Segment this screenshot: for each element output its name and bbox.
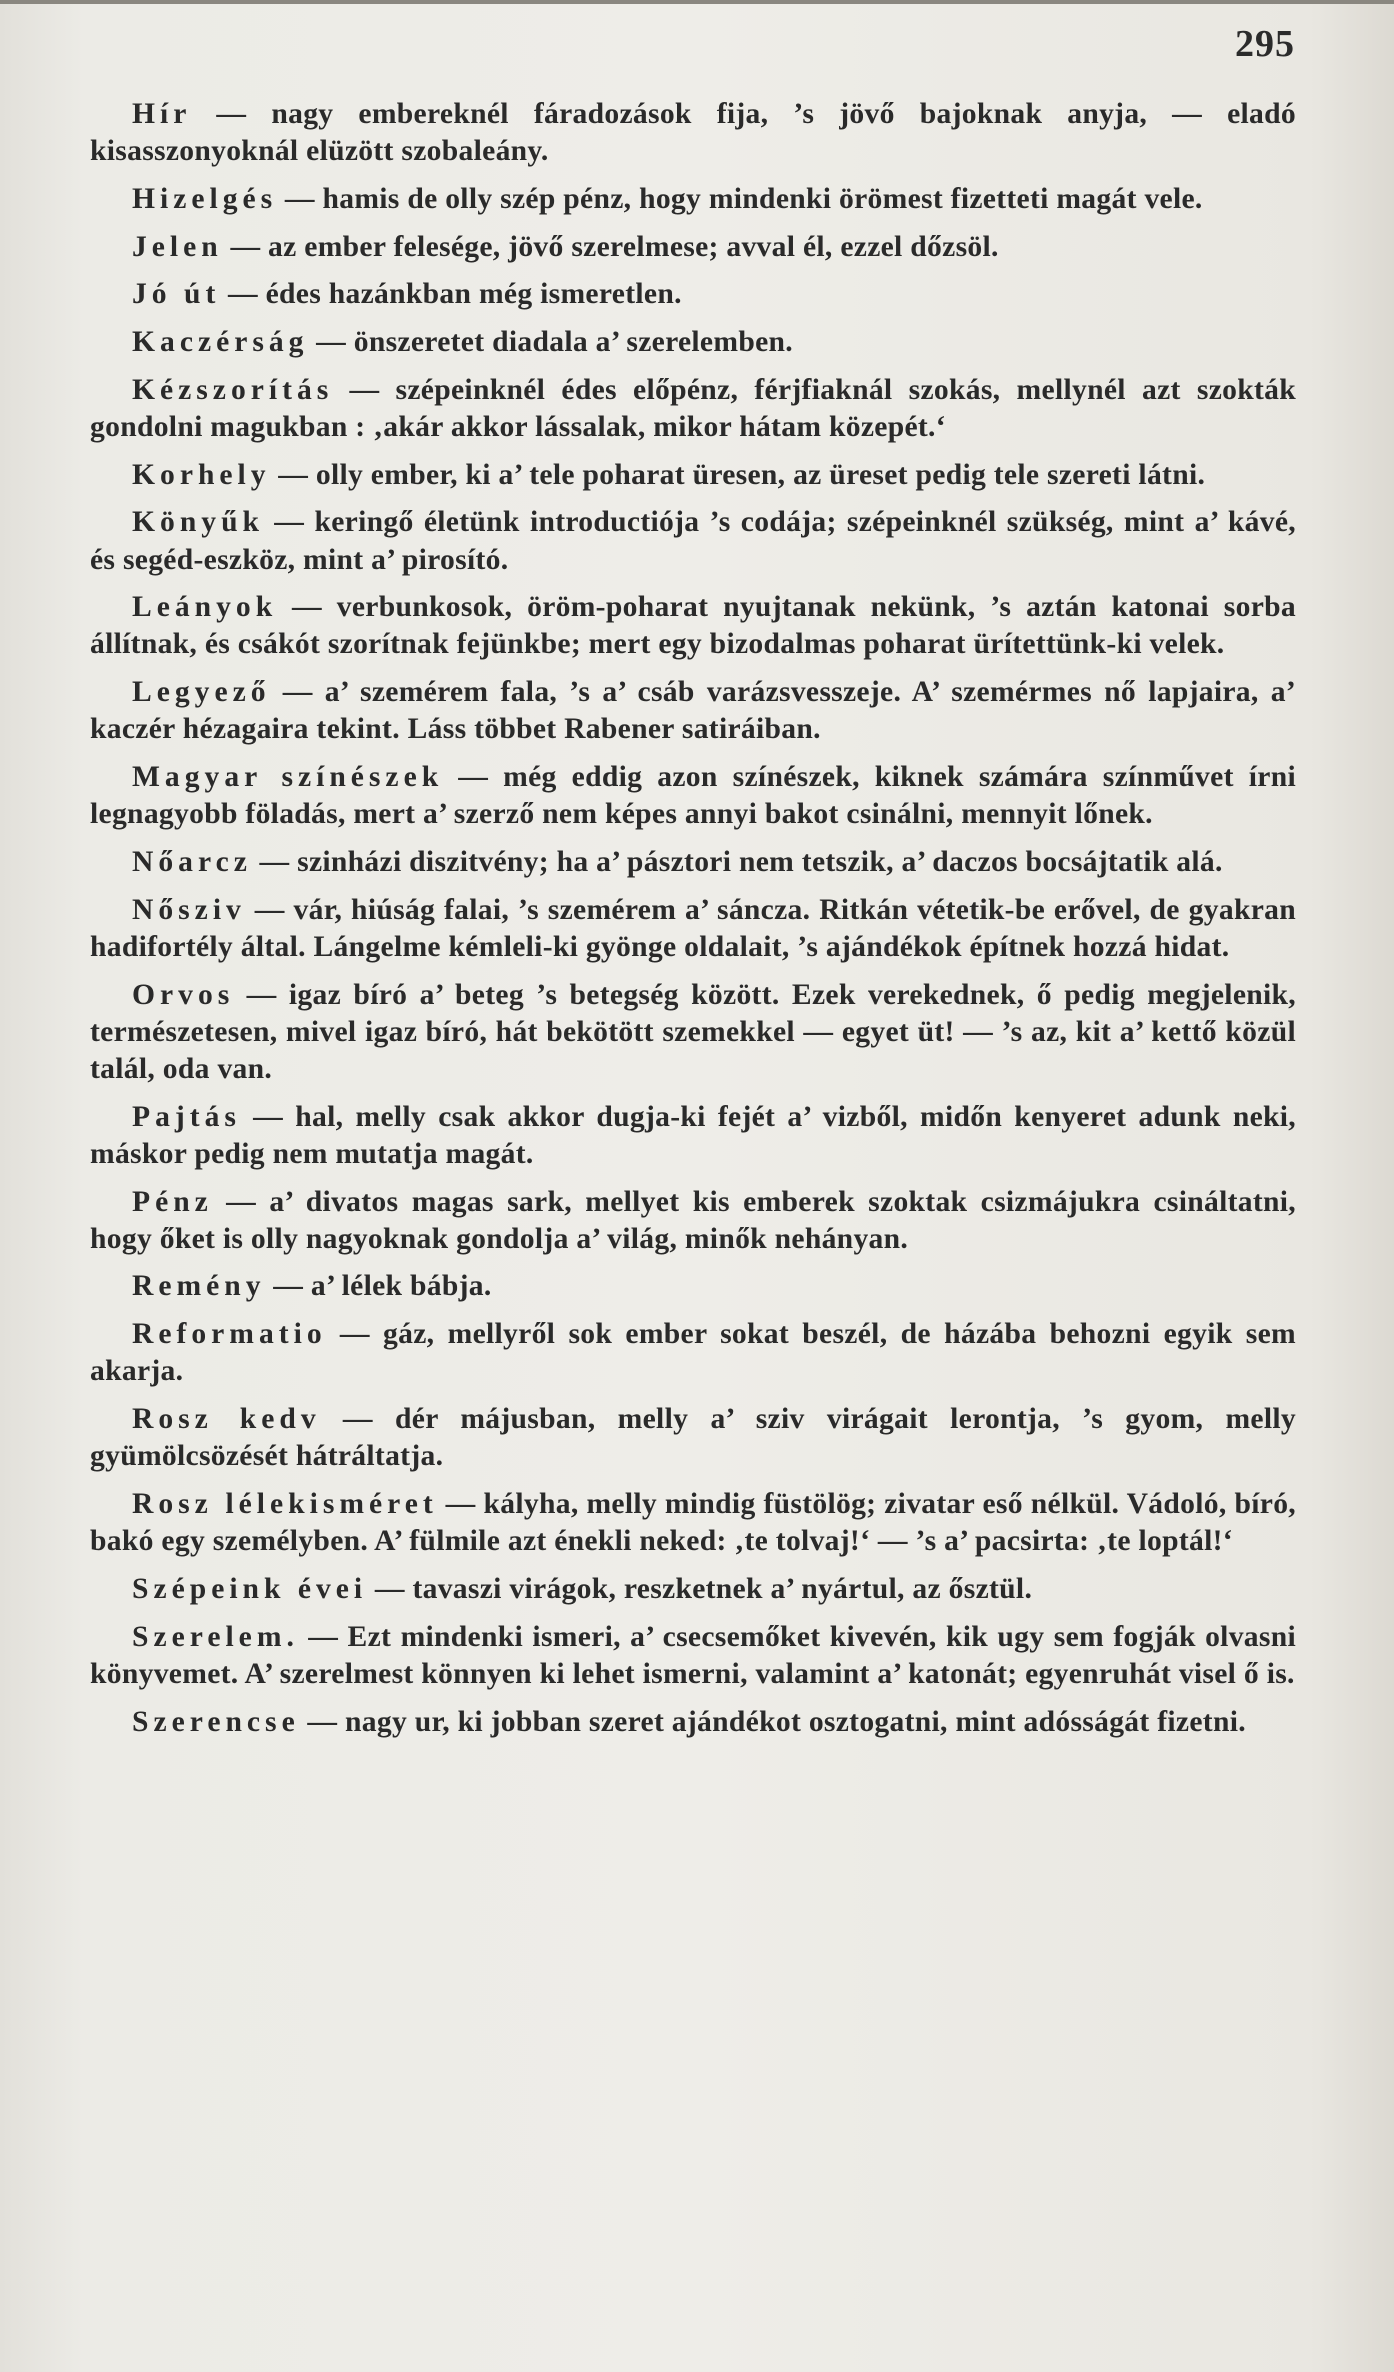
entry-definition: — tavaszi virágok, reszketnek a’ nyártul, az ősztül. (367, 1572, 1033, 1605)
entry-term: Nőarcz (132, 845, 252, 878)
entry-definition: — a’ szemérem fala, ’s a’ csáb varázsvesszeje. A’ szemérmes nő lapjaira, a’ kaczér hézagaira tekint. Láss többet Rabener satiráiban. (90, 676, 1296, 746)
entry-jelen (90, 229, 1296, 266)
entry-legyezo (90, 674, 1296, 748)
entry-szepeink-evei (90, 1571, 1296, 1608)
entry-orvos (90, 977, 1296, 1089)
entry-definition: — a’ divatos magas sark, mellyet kis emberek szoktak csizmájukra csináltatni, hogy őket is olly nagyoknak gondolja a’ világ, minők nehányan. (90, 1185, 1296, 1255)
entry-penz (90, 1184, 1296, 1258)
entry-term: Hír (132, 98, 192, 130)
entry-definition: — olly ember, ki a’ tele poharat üresen, az üreset pedig tele szereti látni. (270, 458, 1206, 491)
entry-term: Rosz kedv (132, 1403, 321, 1436)
entry-jo-ut (90, 276, 1296, 313)
entry-term: Magyar színészek (132, 761, 444, 794)
entry-definition: — keringő életünk introductiója ’s codája; szépeinknél szükség, mint a’ kávé, és segéd-eszköz, mint a’ pirosító. (90, 506, 1296, 576)
entry-term: Kaczérság (132, 326, 309, 359)
entry-definition: — vár, hiúság falai, ’s szemérem a’ sáncza. Ritkán vétetik-be erővel, de gyakran hadifortély által. Lángelme kémleli-ki gyönge oldalait, ’s ajándékok építnek hozzá hidat. (90, 893, 1296, 963)
entry-definition: — nagy ur, ki jobban szeret ajándékot osztogatni, mint adósságát fizetni. (299, 1705, 1246, 1738)
entry-term: Könyűk (132, 506, 264, 539)
entry-definition: — még eddig azon színészek, kiknek számára színművet írni legnagyobb föladás, mert a’ szerző nem képes annyi bakot csinálni, mennyit lőnek. (90, 761, 1296, 831)
entry-term: Hizelgés (132, 182, 278, 215)
entry-term: Jelen (132, 230, 223, 263)
entry-term: Kézszorítás (132, 373, 334, 406)
entry-definition: — az ember felesége, jövő szerelmese; avval él, ezzel dőzsöl. (222, 230, 999, 263)
entry-term: Korhely (132, 458, 271, 491)
entry-definition: — szinházi diszitvény; ha a’ pásztori nem tetszik, a’ daczos bocsájtatik alá. (251, 845, 1223, 878)
entry-reformatio (90, 1316, 1296, 1390)
entry-definition: — kályha, melly mindig füstölög; zivatar eső nélkül. Vádoló, bíró, bakó egy személyben. A’ fülmile azt énekli neked: ‚te tolvaj!‘ — ’s a’ pacsirta: ‚te loptál!‘ (90, 1488, 1296, 1558)
entry-term: Remény (132, 1270, 266, 1303)
entry-hir (90, 96, 1296, 170)
entry-term: Legyező (132, 676, 271, 709)
entry-definition: — Ezt mindenki ismeri, a’ csecsemőket kivevén, kik ugy sem fogják olvasni könyvemet. A’ szerelmest könnyen ki lehet ismerni, valamint a’ katonát; egyenruhát visel ő is. (90, 1620, 1296, 1690)
entry-szerencse (90, 1704, 1296, 1741)
page-top-edge (0, 0, 1394, 4)
entry-rosz-kedv (90, 1401, 1296, 1475)
entry-nosziv (90, 892, 1296, 966)
entry-konyuk (90, 504, 1296, 578)
entry-noarcz (90, 844, 1296, 881)
entry-definition: — verbunkosok, öröm-poharat nyujtanak nekünk, ’s aztán katonai sorba állítnak, és csákót szorítnak fejünkbe; mert egy bizodalmas poharat ürítettünk-ki velek. (90, 591, 1296, 661)
entry-hizelges (90, 181, 1296, 218)
entry-definition: — dér májusban, melly a’ sziv virágait lerontja, ’s gyom, melly gyümölcsözését hátráltatja. (90, 1403, 1296, 1473)
entry-definition: — önszeretet diadala a’ szerelemben. (308, 326, 793, 359)
entry-definition: — nagy embereknél fáradozások fija, ’s jövő bajoknak anyja, — eladó kisasszonyoknál elüzött szobaleány. (90, 98, 1296, 168)
entry-magyar-szineszek (90, 759, 1296, 833)
entry-definition: — igaz bíró a’ beteg ’s betegség között. Ezek verekednek, ő pedig megjelenik, természetesen, mivel igaz bíró, hát bekötött szemekkel — egyet üt! — ’s az, kit a’ kettő közül talál, oda van. (90, 978, 1296, 1085)
page-number: 295 (1235, 23, 1295, 65)
entry-term: Reformatio (132, 1318, 327, 1351)
entry-kaczersag (90, 324, 1296, 361)
entry-definition: — gáz, mellyről sok ember sokat beszél, de házába behozni egyik sem akarja. (90, 1318, 1296, 1388)
entry-szerelem (90, 1619, 1296, 1693)
entry-term: Szerelem. (132, 1620, 299, 1653)
dictionary-text (90, 96, 1296, 1751)
entry-rosz-lelekismeret (90, 1486, 1296, 1560)
entry-pajtas (90, 1099, 1296, 1173)
entry-definition: — a’ lélek bábja. (265, 1270, 492, 1303)
entry-term: Orvos (132, 978, 235, 1011)
entry-leanyok (90, 589, 1296, 663)
entry-term: Jó út (132, 278, 221, 311)
entry-korhely (90, 457, 1296, 494)
entry-term: Nősziv (132, 893, 246, 926)
entry-kezszoritas (90, 372, 1296, 446)
entry-definition: — szépeinknél édes előpénz, férjfiaknál szokás, mellynél azt szokták gondolni magukban : ‚akár akkor lássalak, mikor hátam közepét.‘ (90, 373, 1296, 443)
entry-definition: — édes hazánkban még ismeretlen. (220, 278, 682, 311)
entry-term: Pajtás (132, 1100, 241, 1133)
entry-term: Pénz (132, 1185, 213, 1218)
entry-term: Szerencse (132, 1705, 300, 1738)
entry-remeny (90, 1268, 1296, 1305)
entry-term: Leányok (132, 591, 278, 624)
entry-term: Szépeink évei (132, 1572, 368, 1605)
entry-definition: — hamis de olly szép pénz, hogy mindenki örömest fizetteti magát vele. (277, 182, 1203, 215)
entry-term: Rosz lélekisméret (132, 1488, 438, 1520)
entry-definition: — hal, melly csak akkor dugja-ki fejét a’ vizből, midőn kenyeret adunk neki, máskor pedig nem mutatja magát. (90, 1100, 1296, 1170)
